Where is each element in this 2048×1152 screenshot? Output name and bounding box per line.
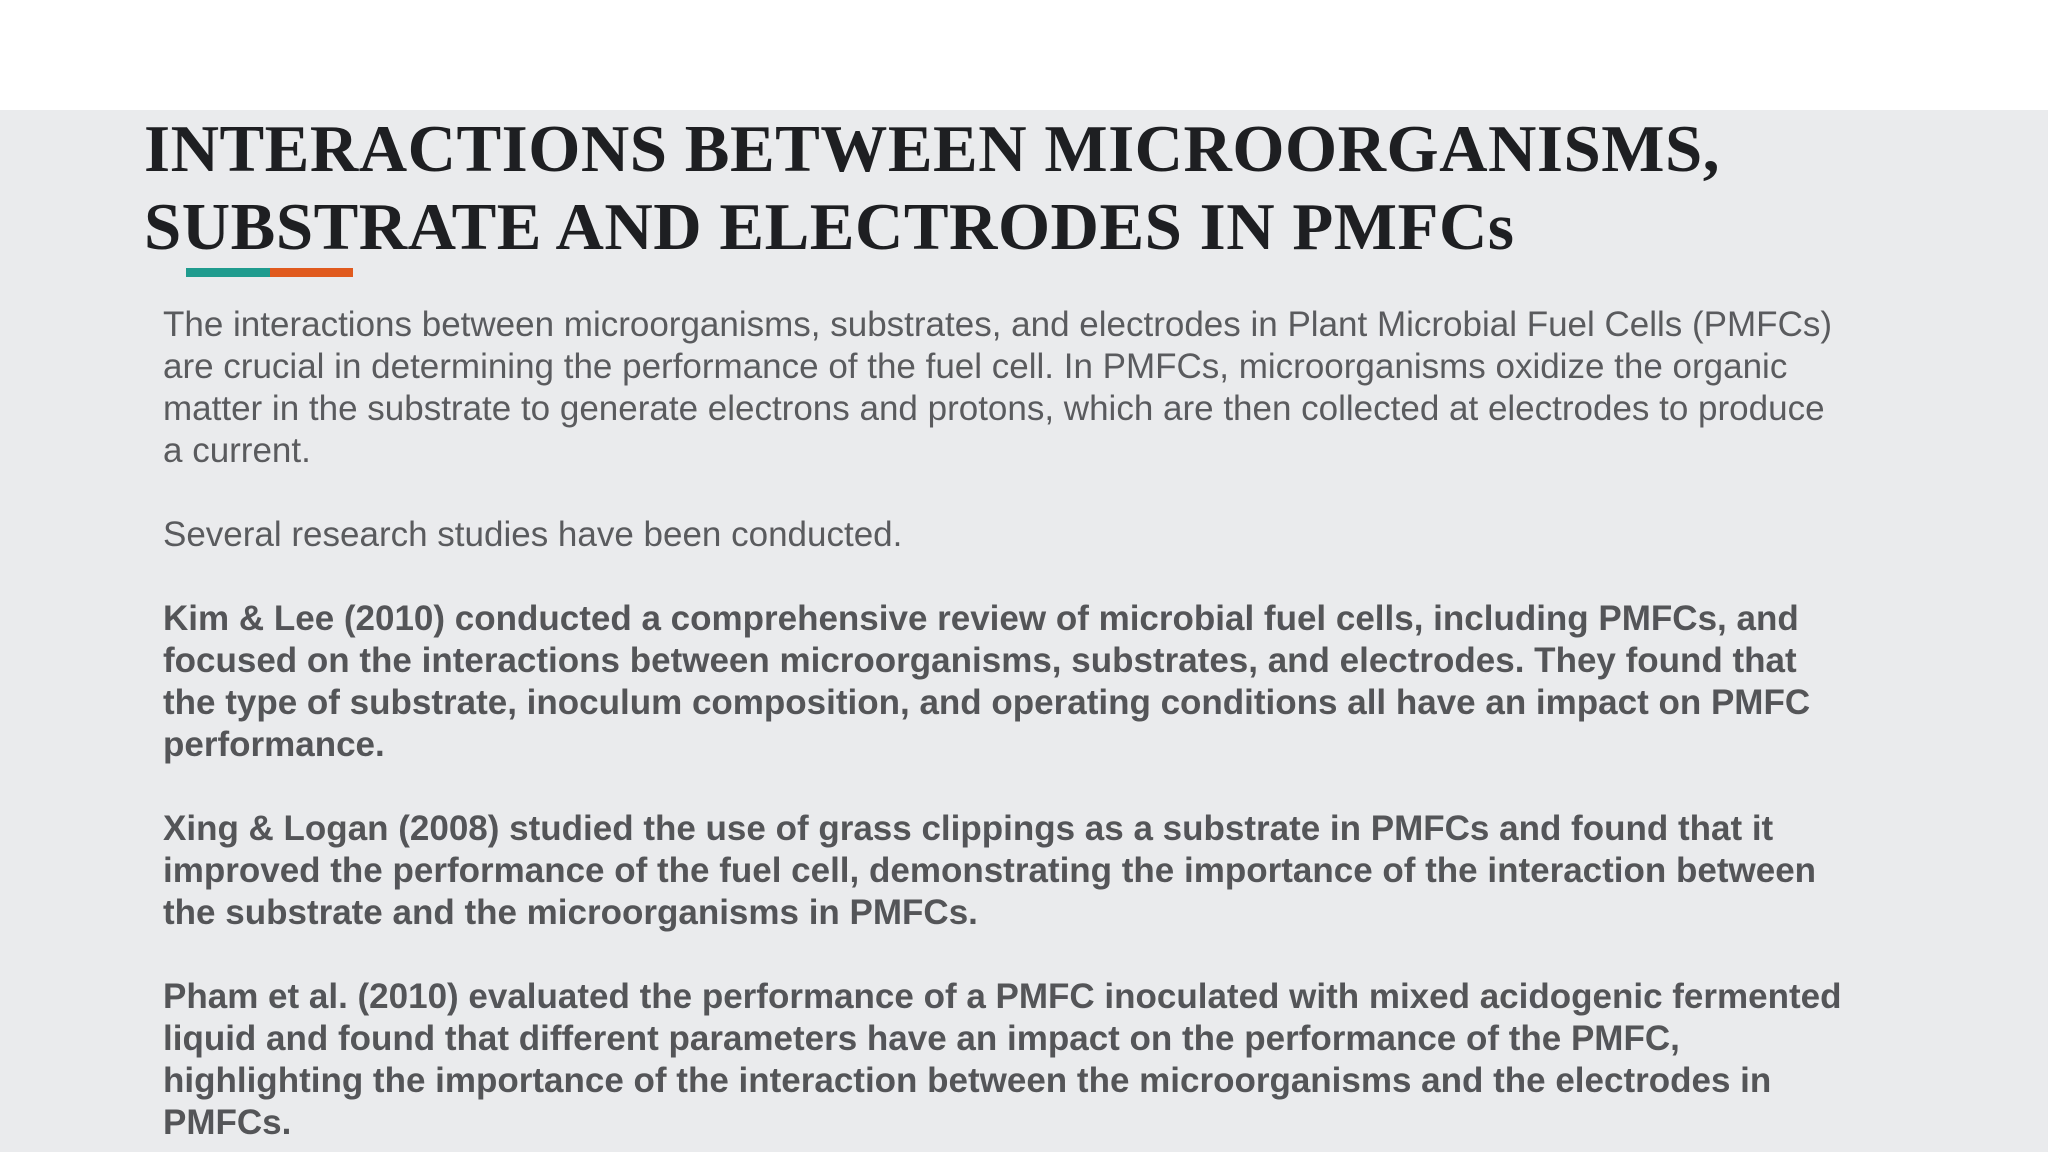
study-kim-lee-paragraph: Kim & Lee (2010) conducted a comprehensive review of microbial fuel cells, including PMFCs, and focused on the interactions between microorganisms, substrates, and electrodes. They found that the type of substrate, inoculum composition, and operating conditions all have an impact on PMFC performance. [163,599,1811,764]
top-margin [0,0,2048,110]
accent-bar-teal [186,268,270,277]
intro-paragraph: The interactions between microorganisms, substrates, and electrodes in Plant Microbial Fuel Cells (PMFCs) are crucial in determining the performance of the fuel cell. In PMFCs, microorganisms oxidize the organic matter in the substrate to generate electrons and protons, which are then collected at electrodes to produce a current. [163,305,1832,470]
accent-bar-orange [270,268,353,277]
study-pham-paragraph: Pham et al. (2010) evaluated the performance of a PMFC inoculated with mixed acidogenic fermented liquid and found that different parameters have an impact on the performance of the PMFC, highlighting the importance of the interaction between the microorganisms and the electrodes in PMFCs. [163,977,1842,1142]
slide-body [163,304,1843,1152]
title-line-1: INTERACTIONS BETWEEN MICROORGANISMS, [144,112,1721,186]
studies-intro-paragraph: Several research studies have been conducted. [163,515,903,554]
slide-title [144,110,1944,266]
title-line-2: SUBSTRATE AND ELECTRODES IN PMFCs [144,190,1515,264]
slide [0,110,2048,1152]
study-xing-logan-paragraph: Xing & Logan (2008) studied the use of grass clippings as a substrate in PMFCs and found that it improved the performance of the fuel cell, demonstrating the importance of the interaction between the substrate and the microorganisms in PMFCs. [163,809,1817,932]
